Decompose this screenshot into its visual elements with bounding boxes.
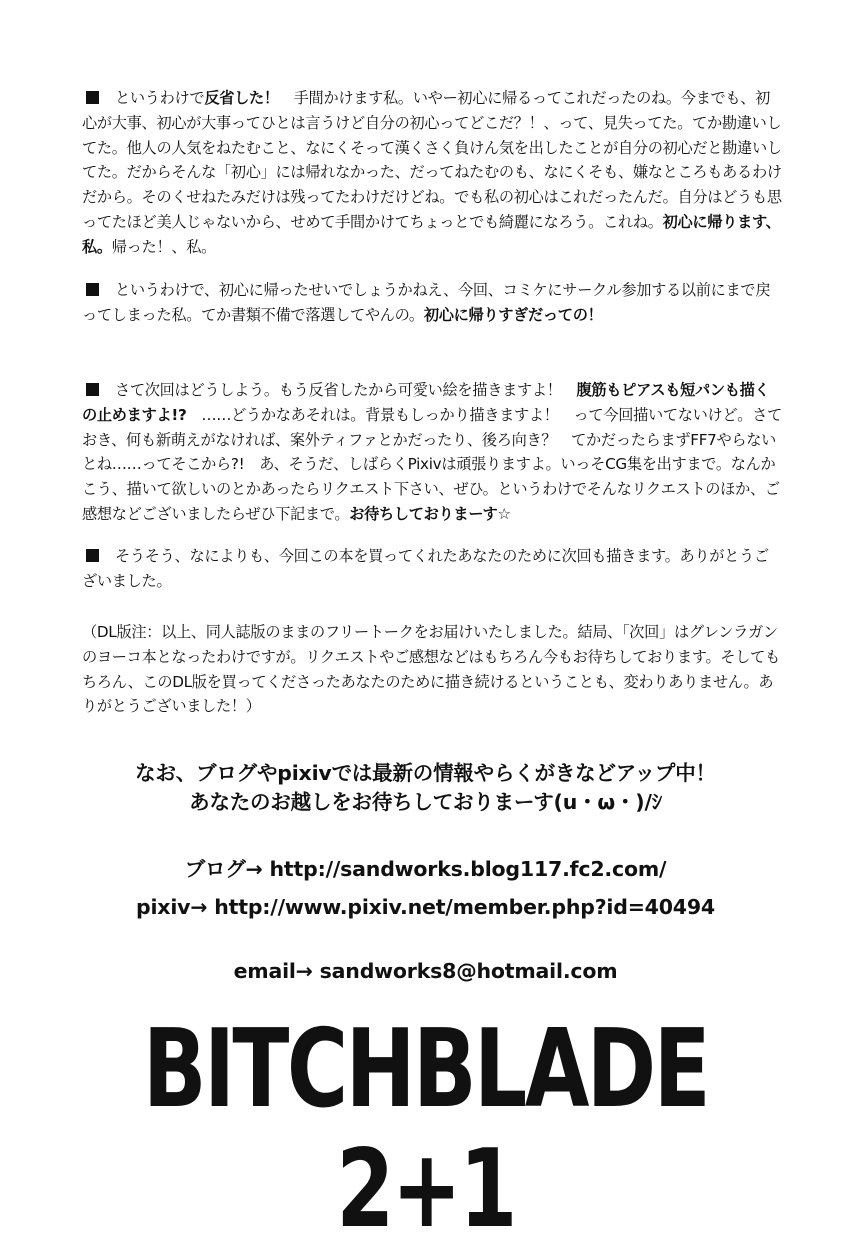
p1-text-e: 帰った！、私。	[111, 237, 216, 256]
square-bullet-icon	[86, 549, 99, 562]
p1-bold-b: 反省した！	[204, 89, 279, 107]
p3-bold-b: 腹筋もピアスも短パンも描くの止めますよ!?	[82, 381, 770, 424]
book-title: BITCHBLADE 2+1	[142, 1007, 709, 1252]
paragraph-next-time	[82, 378, 782, 527]
paragraph-thanks	[82, 544, 782, 594]
email-link[interactable]: email→ sandworks8@hotmail.com	[233, 959, 618, 983]
square-bullet-icon	[86, 283, 99, 296]
p4-text-a: そうそう、なによりも、今回この本を買ってくれたあなたのために次回も描きます。ありがとうございました。	[82, 547, 769, 590]
p1-bold-d: 初心に帰ります、私。	[82, 212, 781, 256]
p1-text-a: というわけで	[115, 89, 205, 107]
promo-line-2: あなたのお越しをお待ちしておりまーす(u・ω・)/ｼ	[189, 790, 662, 814]
p1-text-c: 手間かけます私。いやー初心に帰るってこれだったのね。今までも、初心が大事、初心が大事ってひとは言うけど自分の初心ってどこだ？！、って、見失ってた。てか勘違いしてた。他人の人気をねたむこと、なにくそって漢くさく負けん気を出したことが自分の初心だと勘違いしてた。だからそんな「初心」には帰れなかった、だってねたむのも、なにくそも、嫌なところもあるわけだから。そのくせねたみだけは残ってたわけだけどね。でも私の初心はこれだったんだ。自分はどうも思ってたほど美人じゃないから、せめて手間かけてちょっとでも綺麗になろう。これね。	[82, 89, 782, 231]
p2-text-a: というわけで、初心に帰ったせいでしょうかねえ、今回、コミケにサークル参加する以前にまで戻ってしまった私。てか書類不備で落選してやんの。	[82, 281, 771, 324]
blog-link[interactable]: ブログ→ http://sandworks.blog117.fc2.com/	[184, 857, 667, 881]
p3-text-a: さて次回はどうしよう。もう反省したから可愛い絵を描きますよ！	[115, 381, 577, 399]
paragraph-comiket	[82, 278, 782, 328]
square-bullet-icon	[86, 383, 99, 396]
square-bullet-icon	[86, 91, 99, 104]
promo-line-1: なお、ブログやpixivでは最新の情報やらくがきなどアップ中！	[135, 761, 716, 785]
paragraph-dl-note	[82, 620, 782, 719]
p5-text-a: （DL版注：以上、同人誌版のままのフリートークをお届けいたしました。結局、「次回」はグレンラガンのヨーコ本となったわけですが。リクエストやご感想などはもちろん今もお待ちしております。そしてもちろん、このDL版を買ってくださったあなたのために描き続けるということも、変わりありません。ありがとうございました！）	[82, 623, 780, 716]
p3-text-c: ……どうかなあそれは。背景もしっかり描きますよ！ って今回描いてないけど。さておき、何も新萌えがなければ、案外ティファとかだったり、後ろ向き？ てかだったらまずFF7やらないとね……ってそこから?! あ、そうだ、しばらくPixivは頑張りますよ。いっそCG集を出すまで。なんかこう、描いて欲しいのとかあったらリクエスト下さい、ぜひ。というわけでそんなリクエストのほか、ご感想などございましたらぜひ下記まで。	[82, 405, 782, 523]
pixiv-link[interactable]: pixiv→ http://www.pixiv.net/member.php?id=40494	[136, 895, 715, 919]
p2-bold-b: 初心に帰りすぎだっての！	[423, 305, 603, 324]
paragraph-reflection	[82, 86, 782, 260]
p3-bold-d: お待ちしておりまーす☆	[349, 504, 511, 523]
